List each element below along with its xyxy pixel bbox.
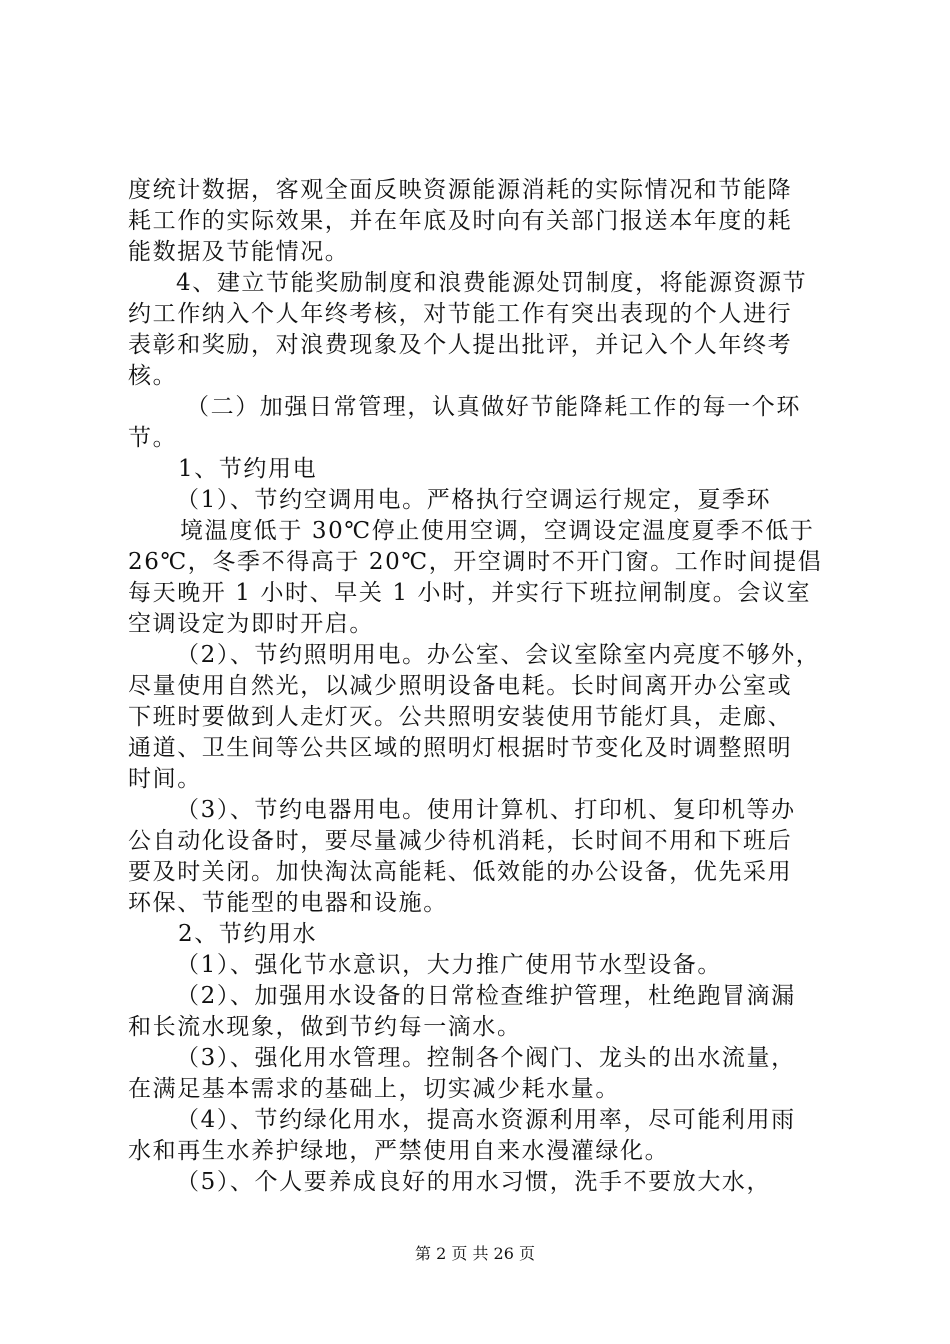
section-heading: （二）加强日常管理，认真做好节能降耗工作的每一个环 — [186, 394, 801, 420]
text-line: （4）、节约绿化用水，提高水资源利用率，尽可能利用雨 — [176, 1107, 796, 1133]
text-line: 4、建立节能奖励制度和浪费能源处罚制度，将能源资源节 — [176, 270, 808, 296]
text-line: （5）、个人要养成良好的用水习惯，洗手不要放大水， — [176, 1169, 772, 1195]
text-line: 水和再生水养护绿地，严禁使用自来水漫灌绿化。 — [128, 1138, 670, 1164]
text-line: 时间。 — [128, 766, 202, 792]
text-line: 耗工作的实际效果，并在年底及时向有关部门报送本年度的耗 — [128, 208, 793, 234]
subsection-heading: 2、节约用水 — [178, 921, 318, 947]
text-line: 和长流水现象，做到节约每一滴水。 — [128, 1014, 522, 1040]
text-line: 下班时要做到人走灯灭。公共照明安装使用节能灯具，走廊、 — [128, 704, 793, 730]
text-line: （2）、加强用水设备的日常检查维护管理，杜绝跑冒滴漏 — [176, 983, 796, 1009]
text-line: 在满足基本需求的基础上，切实减少耗水量。 — [128, 1076, 620, 1102]
text-line: 节。 — [128, 425, 178, 451]
text-line: （2）、节约照明用电。办公室、会议室除室内亮度不够外， — [176, 642, 821, 668]
text-line: 约工作纳入个人年终考核，对节能工作有突出表现的个人进行 — [128, 301, 793, 327]
text-line: 公自动化设备时，要尽量减少待机消耗，长时间不用和下班后 — [128, 828, 793, 854]
text-line: 26℃，冬季不得高于 20℃，开空调时不开门窗。工作时间提倡 — [128, 549, 823, 575]
text-line: 每天晚开 1 小时、早关 1 小时，并实行下班拉闸制度。会议室 — [128, 580, 812, 606]
subsection-heading: 1、节约用电 — [178, 456, 318, 482]
text-line: （1）、节约空调用电。严格执行空调运行规定，夏季环 — [176, 487, 772, 513]
text-line: 空调设定为即时开启。 — [128, 611, 374, 637]
text-line: 核。 — [128, 363, 178, 389]
text-line: （3）、节约电器用电。使用计算机、打印机、复印机等办 — [176, 797, 796, 823]
text-line: 要及时关闭。加快淘汰高能耗、低效能的办公设备，优先采用 — [128, 859, 793, 885]
page-number-footer: 第 2 页 共 26 页 — [415, 1244, 535, 1263]
text-line: （3）、强化用水管理。控制各个阀门、龙头的出水流量， — [176, 1045, 796, 1071]
text-line: 表彰和奖励，对浪费现象及个人提出批评，并记入个人年终考 — [128, 332, 793, 358]
text-line: 能数据及节能情况。 — [128, 239, 350, 265]
text-line: 度统计数据，客观全面反映资源能源消耗的实际情况和节能降 — [128, 177, 793, 203]
text-line: 尽量使用自然光，以减少照明设备电耗。长时间离开办公室或 — [128, 673, 793, 699]
text-line: 通道、卫生间等公共区域的照明灯根据时节变化及时调整照明 — [128, 735, 793, 761]
text-line: （1）、强化节水意识，大力推广使用节水型设备。 — [176, 952, 722, 978]
text-line: 境温度低于 30℃停止使用空调，空调设定温度夏季不低于 — [180, 518, 815, 544]
text-line: 环保、节能型的电器和设施。 — [128, 890, 448, 916]
